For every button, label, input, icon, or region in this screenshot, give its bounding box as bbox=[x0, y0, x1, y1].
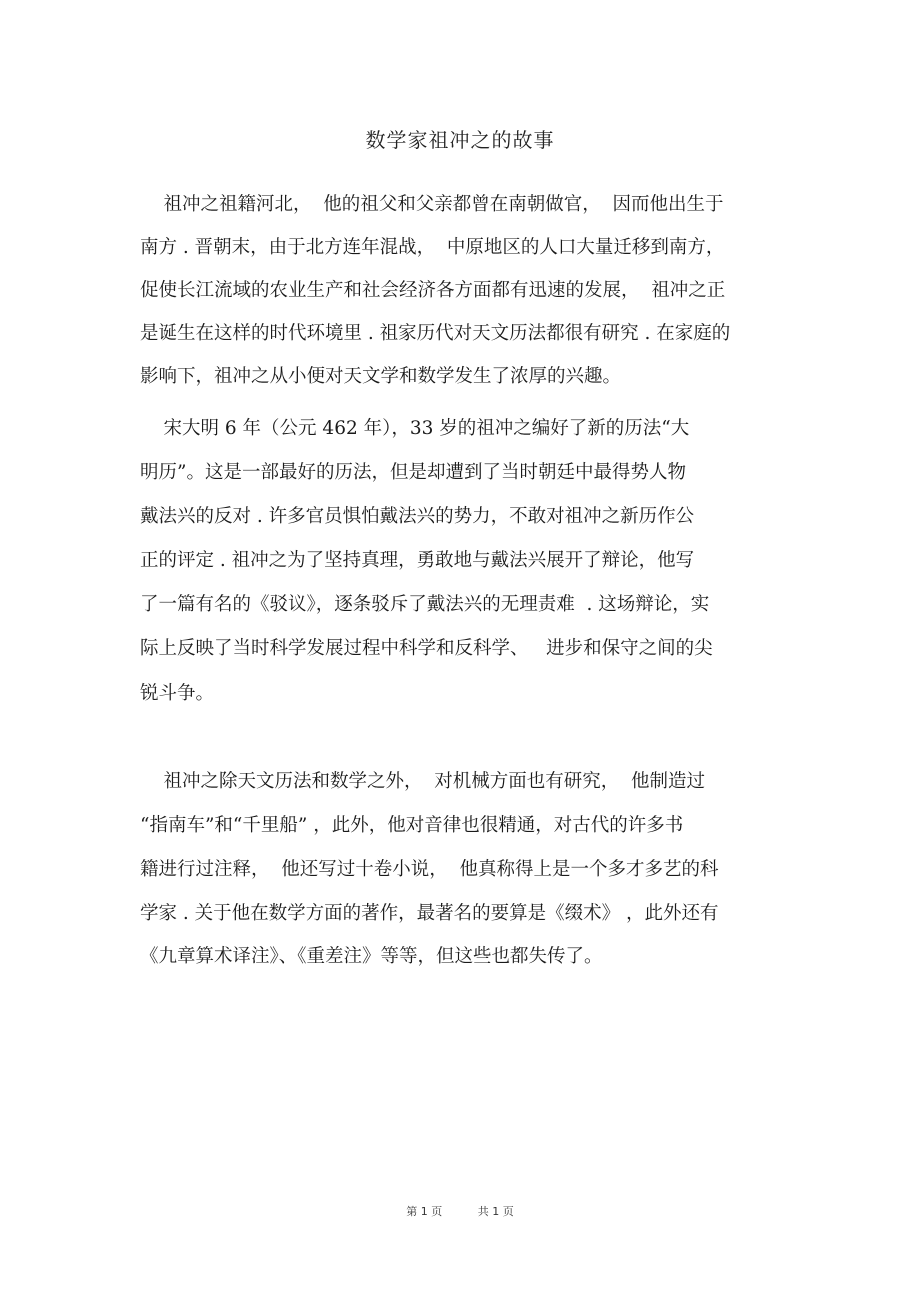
text-line: 是诞生在这样的时代环境里 . 祖家历代对天文历法都很有研究 . 在家庭的 bbox=[140, 323, 731, 344]
text-line: 宋大明 6 年（公元 462 年），33 岁的祖冲之编好了新的历法“大 bbox=[140, 418, 690, 439]
text-line: 际上反映了当时科学发展过程中科学和反科学、 进步和保守之间的尖 bbox=[140, 638, 713, 659]
text-line: 《九章算术译注》、《重差注》等等，但这些也都失传了。 bbox=[140, 946, 603, 967]
text-line: 南方 . 晋朝末，由于北方连年混战， 中原地区的人口大量迁移到南方， bbox=[140, 237, 725, 258]
text-line: 影响下，祖冲之从小便对天文学和数学发生了浓厚的兴趣。 bbox=[140, 366, 622, 387]
page-total: 共 1 页 bbox=[477, 1205, 514, 1218]
text-line: 籍进行过注释， 他还写过十卷小说， 他真称得上是一个多才多艺的科 bbox=[140, 859, 719, 880]
text-line: 祖冲之除天文历法和数学之外， 对机械方面也有研究， 他制造过 bbox=[140, 771, 706, 792]
text-line: 明历”。这是一部最好的历法，但是却遭到了当时朝廷中最得势人物 bbox=[140, 462, 686, 483]
text-line: 学家 . 关于他在数学方面的著作，最著名的要算是《缀术》 ，此外还有 bbox=[140, 903, 719, 924]
text-line: 祖冲之祖籍河北， 他的祖父和父亲都曾在南朝做官， 因而他出生于 bbox=[140, 194, 724, 215]
text-line: 戴法兴的反对 . 许多官员惧怕戴法兴的势力，不敢对祖冲之新历作公 bbox=[140, 506, 695, 527]
page-number: 第 1 页 bbox=[406, 1205, 443, 1218]
text-line: 了一篇有名的《驳议》，逐条驳斥了戴法兴的无理责难 . 这场辩论，实 bbox=[140, 594, 710, 615]
page-footer bbox=[0, 1203, 920, 1219]
text-line: 锐斗争。 bbox=[140, 683, 215, 704]
text-line: 促使长江流域的农业生产和社会经济各方面都有迅速的发展， 祖冲之正 bbox=[140, 280, 726, 301]
text-line: “指南车”和“千里船” ，此外，他对音律也很精通，对古代的许多书 bbox=[140, 815, 684, 836]
text-line: 正的评定 . 祖冲之为了坚持真理，勇敢地与戴法兴展开了辩论，他写 bbox=[140, 550, 695, 571]
document-title: 数学家祖冲之的故事 bbox=[365, 128, 555, 152]
